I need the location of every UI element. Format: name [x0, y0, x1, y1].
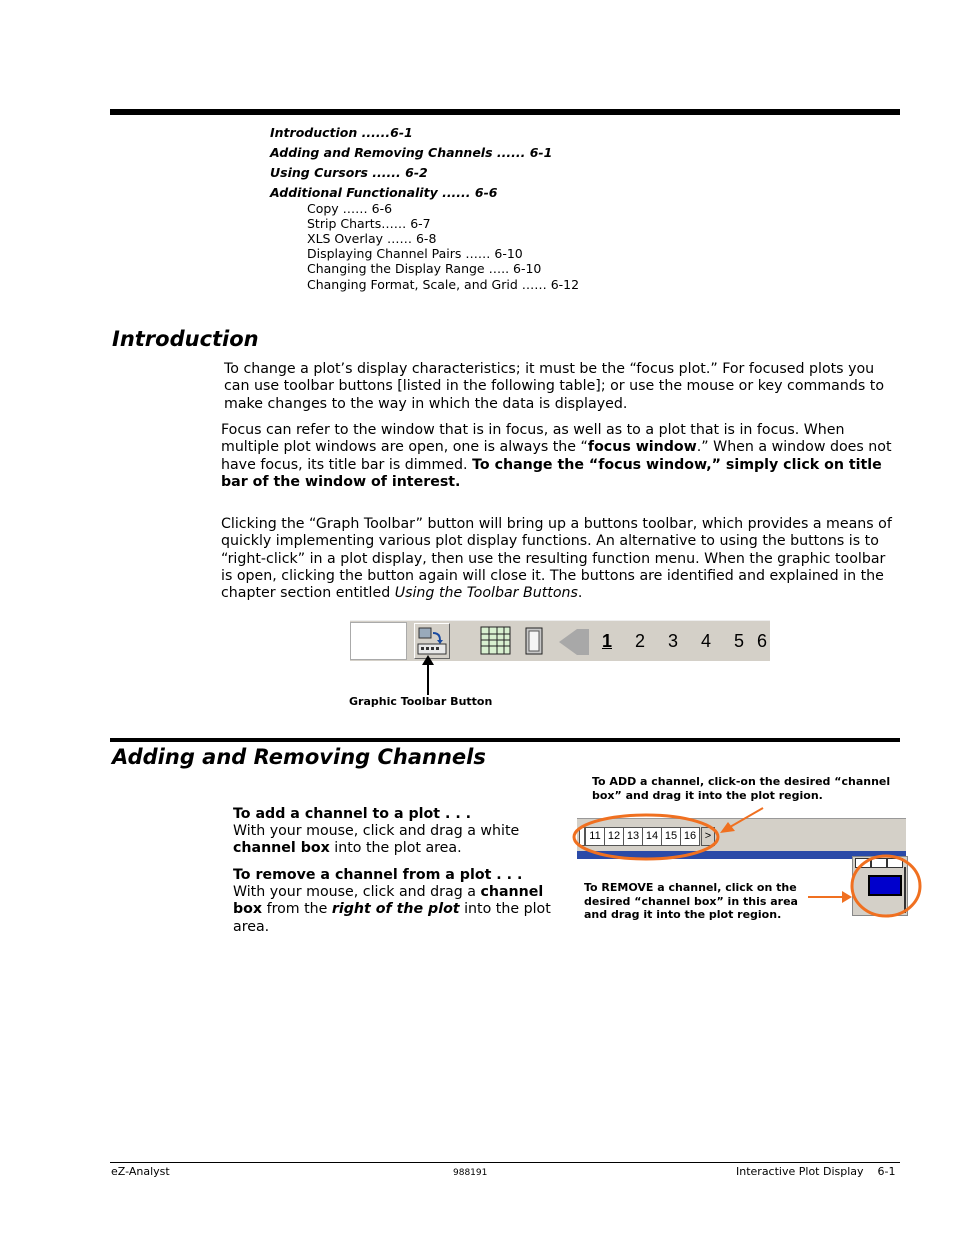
- add-channel-heading: To add a channel to a plot . . .: [233, 806, 472, 822]
- intro-paragraph-2: Focus can refer to the window that is in focus, as well as to a plot that is in focus. When multiple plot windows are open, one is always the “focus window.” When a window does not have focus, its title bar is dimmed. To change the “focus window,” simply click on title bar of the window of interest.: [221, 422, 892, 490]
- add-callout-arrowhead: [720, 822, 735, 833]
- toc-sub-xls-overlay[interactable]: XLS Overlay …… 6-8: [307, 231, 437, 246]
- channel-box-14[interactable]: 14: [642, 827, 662, 846]
- toc-sub-strip-charts[interactable]: Strip Charts…… 6-7: [307, 216, 431, 231]
- graph-toolbar-image: [350, 620, 770, 661]
- callout-overlay: [560, 800, 940, 930]
- channel-box-15[interactable]: 15: [661, 827, 681, 846]
- channel-scroll-right[interactable]: >: [701, 827, 715, 846]
- toc-item-introduction[interactable]: Introduction ......6-1: [270, 125, 413, 140]
- up-arrow-icon: [420, 655, 436, 695]
- add-channel-text: With your mouse, click and drag a white channel box into the plot area.: [233, 823, 520, 857]
- toc-sub-format-scale-grid[interactable]: Changing Format, Scale, and Grid …… 6-12: [307, 277, 580, 292]
- callout-remove-channel: To REMOVE a channel, click on the desired “channel box” in this area and drag it into the plot region.: [584, 881, 798, 922]
- footer-rule: [110, 1162, 900, 1163]
- remove-channel-heading: To remove a channel from a plot . . .: [233, 867, 523, 883]
- toc-item-using-cursors[interactable]: Using Cursors ...... 6-2: [270, 165, 428, 180]
- plot-button-2[interactable]: 2: [634, 631, 645, 651]
- remove-callout-arrowhead: [842, 891, 852, 903]
- plot-button-5[interactable]: 5: [733, 631, 744, 651]
- toolbar-caption: Graphic Toolbar Button: [349, 695, 493, 708]
- add-callout-arrow: [730, 808, 763, 827]
- footer-page: Interactive Plot Display 6-1: [736, 1165, 896, 1178]
- remove-callout-ring: [852, 856, 920, 916]
- remove-channel-text: With your mouse, click and drag a channel box from the right of the plot into the plot area.: [233, 884, 551, 935]
- graphic-toolbar-button[interactable]: [414, 623, 450, 659]
- add-callout-ring: [574, 815, 718, 859]
- graphic-toolbar-icon: [415, 624, 449, 658]
- intro-paragraph-1: To change a plot’s display characteristics; it must be the “focus plot.” For focused plots you can use toolbar buttons [listed in the following table]; or use the mouse or key commands to make changes to the way in which the data is displayed.: [224, 361, 885, 412]
- toc-item-additional[interactable]: Additional Functionality ...... 6-6: [270, 185, 498, 200]
- toc-sub-channel-pairs[interactable]: Displaying Channel Pairs …… 6-10: [307, 246, 523, 261]
- plot-button-6[interactable]: 6: [757, 631, 768, 651]
- plot-button-3[interactable]: 3: [667, 631, 678, 651]
- intro-paragraph-3: Clicking the “Graph Toolbar” button will bring up a buttons toolbar, which provides a means of quickly implementing various plot display functions. An alternative to using the buttons is to “right-click” in a plot display, then use the resulting function menu. When the graphic toolbar is open, clicking the button again will close it. The buttons are identified and explained in the chapter section entitled Using the Toolbar Buttons.: [221, 516, 892, 602]
- footer-product: eZ-Analyst: [111, 1165, 170, 1178]
- heading-introduction: Introduction: [112, 327, 259, 351]
- callout-add-channel: To ADD a channel, click-on the desired “channel box” and drag it into the plot region.: [592, 775, 891, 802]
- toc-sub-display-range[interactable]: Changing the Display Range ….. 6-10: [307, 261, 542, 276]
- channel-box-12[interactable]: 12: [604, 827, 624, 846]
- toolbar-blank-field: [350, 622, 407, 660]
- section-rule: [110, 738, 900, 742]
- back-arrow-icon[interactable]: [555, 627, 589, 661]
- plot-button-4[interactable]: 4: [700, 631, 711, 651]
- channel-box-13[interactable]: 13: [623, 827, 643, 846]
- toc-sub-copy[interactable]: Copy …… 6-6: [307, 201, 393, 216]
- strip-chart-icon[interactable]: [523, 626, 547, 660]
- channel-box-16[interactable]: 16: [680, 827, 700, 846]
- plot-button-1[interactable]: 1: [601, 631, 612, 651]
- toc-item-adding-removing[interactable]: Adding and Removing Channels ...... 6-1: [270, 145, 553, 160]
- top-rule: [110, 109, 900, 115]
- channel-box-11[interactable]: 11: [585, 827, 605, 846]
- table-grid-icon[interactable]: [480, 626, 512, 660]
- footer-doc-number: 988191: [453, 1168, 488, 1178]
- heading-adding-removing-channels: Adding and Removing Channels: [112, 745, 486, 769]
